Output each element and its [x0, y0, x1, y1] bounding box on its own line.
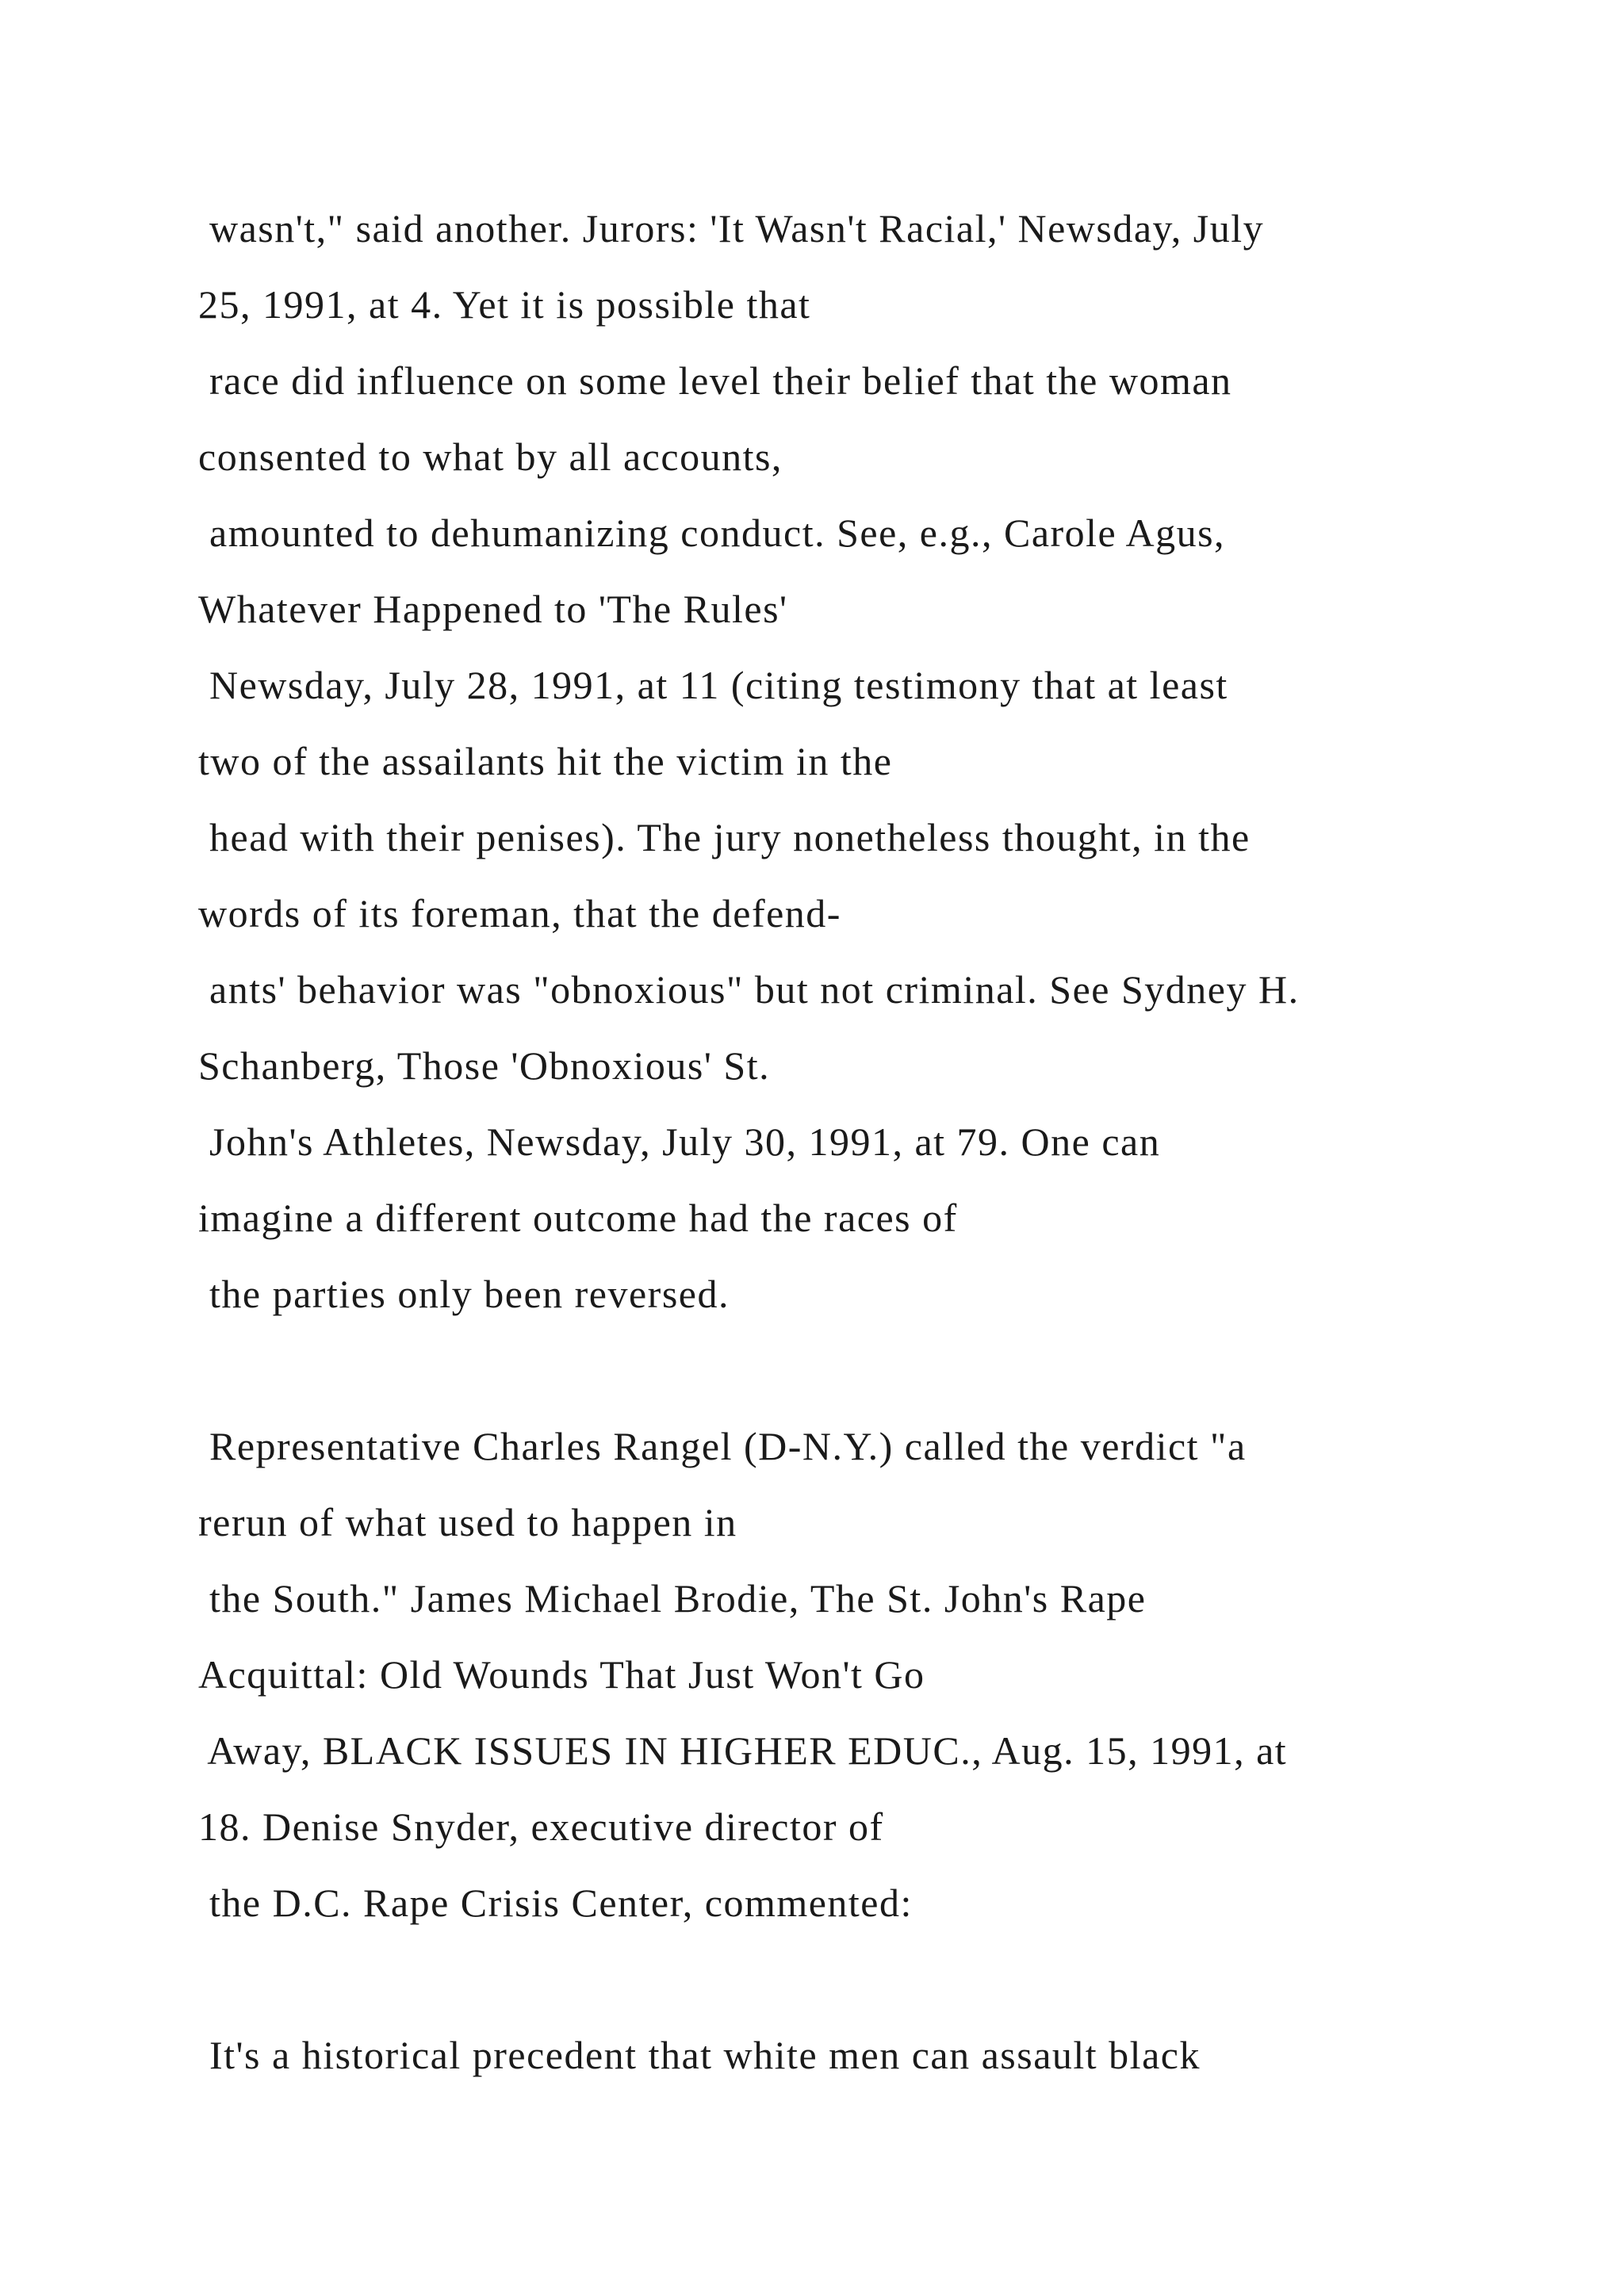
text-line: imagine a different outcome had the races of: [198, 1196, 958, 1240]
paragraph-quote-snyder: [198, 2017, 1546, 2093]
text-line: the parties only been reversed.: [198, 1272, 730, 1316]
text-line: words of its foreman, that the defend-: [198, 891, 841, 936]
text-line: rerun of what used to happen in: [198, 1500, 737, 1544]
text-line: amounted to dehumanizing conduct. See, e.g., Carole Agus,: [198, 511, 1226, 555]
text-line: wasn't," said another. Jurors: 'It Wasn't Racial,' Newsday, July: [198, 206, 1265, 251]
text-line: two of the assailants hit the victim in the: [198, 739, 893, 783]
text-line: head with their penises). The jury nonetheless thought, in the: [198, 815, 1251, 859]
text-line: ants' behavior was "obnoxious" but not criminal. See Sydney H.: [198, 967, 1300, 1012]
text-line: It's a historical precedent that white men can assault black: [198, 2033, 1201, 2077]
text-line: Newsday, July 28, 1991, at 11 (citing testimony that at least: [198, 663, 1228, 707]
text-line: Whatever Happened to 'The Rules': [198, 587, 788, 631]
text-line: 18. Denise Snyder, executive director of: [198, 1804, 884, 1849]
text-line: race did influence on some level their belief that the woman: [198, 358, 1232, 403]
paragraph-spacer: [198, 1332, 1546, 1408]
text-line: 25, 1991, at 4. Yet it is possible that: [198, 282, 811, 327]
text-line: Representative Charles Rangel (D-N.Y.) called the verdict "a: [198, 1424, 1247, 1468]
text-line: Schanberg, Those 'Obnoxious' St.: [198, 1043, 771, 1088]
text-line: the South." James Michael Brodie, The St. John's Rape: [198, 1576, 1147, 1621]
text-line: John's Athletes, Newsday, July 30, 1991, at 79. One can: [198, 1119, 1161, 1164]
text-line: Acquittal: Old Wounds That Just Won't Go: [198, 1652, 925, 1697]
paragraph-footnote-jurors: [198, 190, 1546, 1332]
document-body: [198, 190, 1546, 2093]
paragraph-spacer: [198, 1941, 1546, 2017]
text-line: Away, BLACK ISSUES IN HIGHER EDUC., Aug. 15, 1991, at: [198, 1728, 1288, 1773]
text-line: the D.C. Rape Crisis Center, commented:: [198, 1881, 913, 1925]
text-line: consented to what by all accounts,: [198, 434, 783, 479]
paragraph-footnote-rangel: [198, 1408, 1546, 1941]
